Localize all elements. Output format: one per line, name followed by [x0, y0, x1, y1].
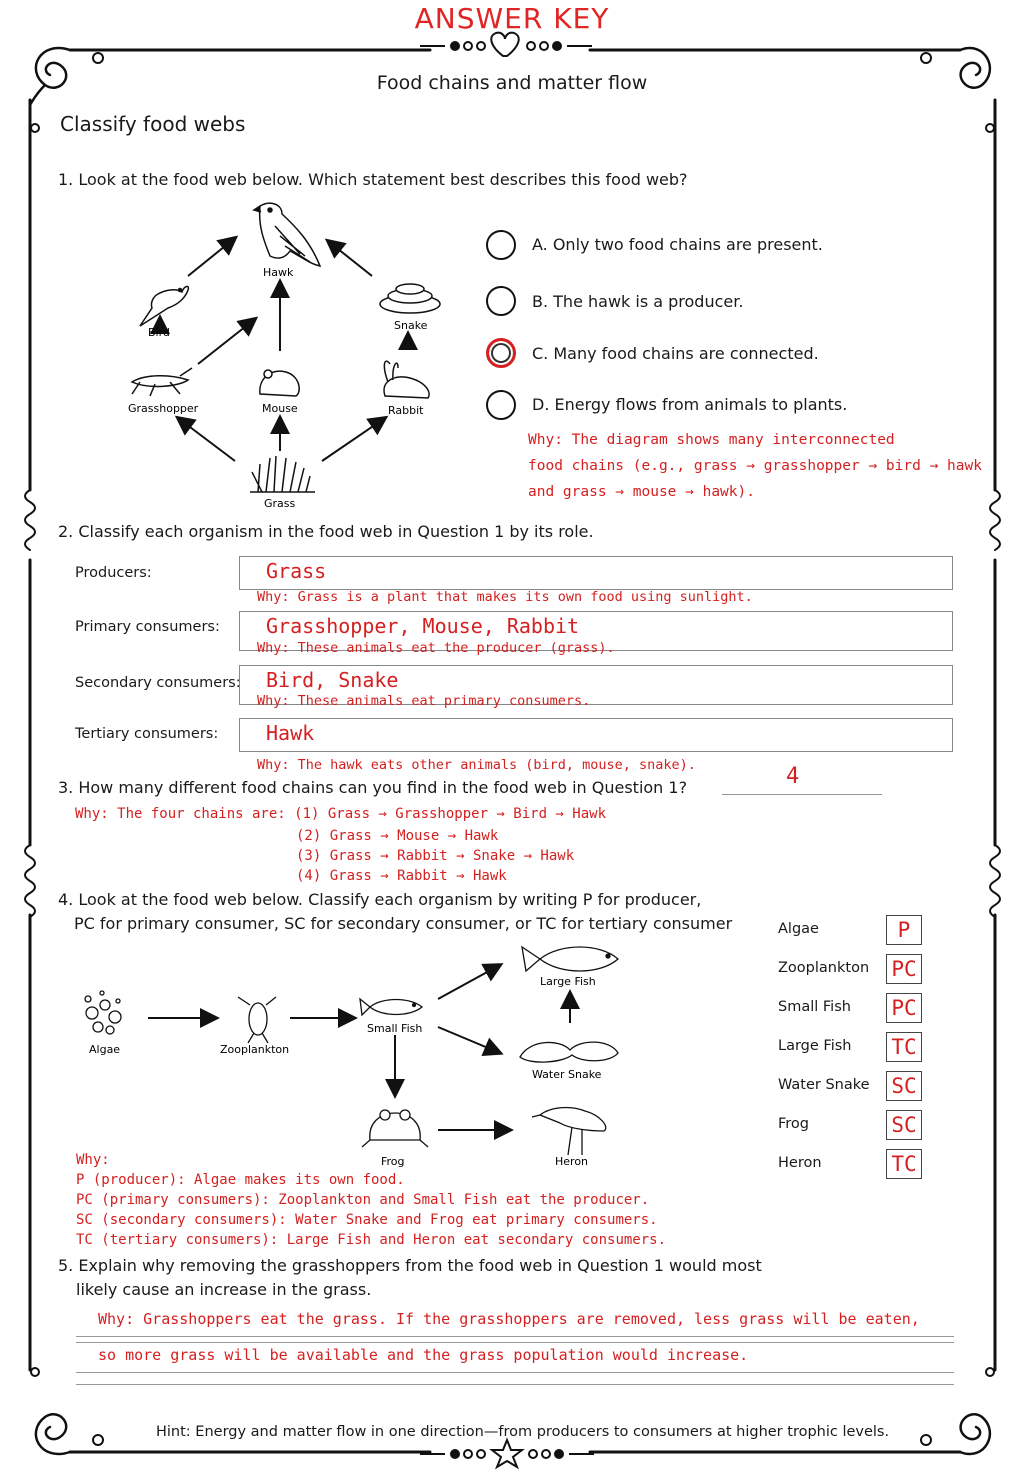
q4-why-line: Why: — [76, 1152, 110, 1168]
frog-name: Frog — [778, 1116, 810, 1132]
q3-why-line-2: (2) Grass → Mouse → Hawk — [296, 828, 499, 844]
option-b-radio[interactable] — [486, 286, 516, 316]
zooplankton-icon — [238, 997, 276, 1043]
snake-icon — [380, 284, 440, 313]
q4-question-line-1: 4. Look at the food web below. Classify each organism by writing P for producer, — [58, 890, 702, 909]
heron-label: Heron — [555, 1155, 589, 1168]
producers-answer: Grass — [266, 559, 327, 583]
algae-name: Algae — [778, 921, 819, 937]
algae-label: Algae — [89, 1043, 121, 1056]
water-snake-label: Water Snake — [532, 1068, 602, 1081]
large-fish-name: Large Fish — [778, 1038, 852, 1054]
frog-icon — [362, 1110, 428, 1147]
algae-answer[interactable]: P — [886, 915, 922, 945]
tertiary-consumers-answer-box[interactable] — [239, 718, 953, 752]
q3-question: 3. How many different food chains can you find in the food web in Question 1? — [58, 778, 688, 797]
q3-answer: 4 — [786, 764, 800, 789]
zooplankton-name: Zooplankton — [778, 960, 870, 976]
food-web-1-diagram — [110, 196, 470, 512]
footer-hint: Hint: Energy and matter flow in one direction—from producers to consumers at higher trophic levels. — [156, 1424, 890, 1440]
secondary-consumers-why: Why: These animals eat primary consumers. — [257, 693, 591, 709]
answer-key-title: ANSWER KEY — [414, 2, 610, 35]
q3-answer-line — [722, 794, 882, 795]
q5-answer-line-1: Why: Grasshoppers eat the grass. If the grasshoppers are removed, less grass will be eaten, — [98, 1310, 920, 1328]
hawk-icon — [254, 203, 320, 266]
section-heading: Classify food webs — [60, 112, 246, 136]
producers-why: Why: Grass is a plant that makes its own food using sunlight. — [257, 589, 753, 605]
q3-why-line-1: Why: The four chains are: (1) Grass → Grasshopper → Bird → Hawk — [75, 806, 607, 822]
small-fish-name: Small Fish — [778, 999, 851, 1015]
q3-why-line-3: (3) Grass → Rabbit → Snake → Hawk — [296, 848, 575, 864]
zooplankton-label: Zooplankton — [220, 1043, 290, 1056]
primary-consumers-label: Primary consumers: — [75, 619, 220, 635]
small-fish-answer[interactable]: PC — [886, 993, 922, 1023]
option-c-radio-selected[interactable] — [486, 338, 516, 368]
q5-answer-rule — [76, 1336, 954, 1337]
q5-answer-rule — [76, 1342, 954, 1343]
q1-why — [528, 427, 982, 505]
rabbit-label: Rabbit — [388, 404, 424, 417]
heron-name: Heron — [778, 1155, 822, 1171]
primary-consumers-answer: Grasshopper, Mouse, Rabbit — [266, 614, 580, 638]
grasshopper-label: Grasshopper — [128, 402, 199, 415]
primary-consumers-why: Why: These animals eat the producer (grass). — [257, 640, 615, 656]
q5-question-line-1: 5. Explain why removing the grasshoppers from the food web in Question 1 would most — [58, 1256, 762, 1275]
mouse-label: Mouse — [262, 402, 298, 415]
heron-icon — [532, 1108, 606, 1155]
algae-icon — [85, 991, 121, 1034]
option-d-label: D. Energy flows from animals to plants. — [532, 395, 848, 414]
q5-answer-rule — [76, 1372, 954, 1373]
tertiary-consumers-label: Tertiary consumers: — [75, 726, 219, 742]
secondary-consumers-label: Secondary consumers: — [75, 675, 241, 691]
frog-label: Frog — [381, 1155, 405, 1168]
q5-answer-rule — [76, 1384, 954, 1385]
q4-why-line: P (producer): Algae makes its own food. — [76, 1172, 405, 1188]
q4-why — [76, 1150, 666, 1250]
rabbit-icon — [384, 361, 429, 398]
frog-answer[interactable]: SC — [886, 1110, 922, 1140]
large-fish-answer[interactable]: TC — [886, 1032, 922, 1062]
page-title: Food chains and matter flow — [376, 72, 648, 94]
q1-why-line: food chains (e.g., grass → grasshopper → bird → hawk — [528, 458, 982, 474]
grass-label: Grass — [264, 497, 296, 510]
q1-why-line: Why: The diagram shows many interconnected — [528, 432, 895, 448]
option-d-radio[interactable] — [486, 390, 516, 420]
q4-question-line-2: PC for primary consumer, SC for secondary consumer, or TC for tertiary consumer — [74, 914, 733, 933]
q3-why-line-4: (4) Grass → Rabbit → Hawk — [296, 868, 507, 884]
tertiary-consumers-why: Why: The hawk eats other animals (bird, mouse, snake). — [257, 757, 696, 773]
secondary-consumers-answer: Bird, Snake — [266, 668, 399, 692]
small-fish-label: Small Fish — [367, 1022, 423, 1035]
q5-question-line-2: likely cause an increase in the grass. — [76, 1280, 372, 1299]
heron-answer[interactable]: TC — [886, 1149, 922, 1179]
water-snake-name: Water Snake — [778, 1077, 870, 1093]
bird-label: Bird — [148, 326, 170, 339]
food-web-2-diagram — [70, 935, 630, 1170]
large-fish-label: Large Fish — [540, 975, 596, 988]
water-snake-answer[interactable]: SC — [886, 1071, 922, 1101]
producers-label: Producers: — [75, 565, 152, 581]
hawk-label: Hawk — [263, 266, 294, 279]
tertiary-consumers-answer: Hawk — [266, 721, 315, 745]
small-fish-icon — [360, 999, 422, 1015]
snake-label: Snake — [394, 319, 428, 332]
option-a-label: A. Only two food chains are present. — [532, 235, 823, 254]
option-b-label: B. The hawk is a producer. — [532, 292, 744, 311]
option-c-label: C. Many food chains are connected. — [532, 344, 819, 363]
q4-why-line: TC (tertiary consumers): Large Fish and Heron eat secondary consumers. — [76, 1232, 667, 1248]
q4-why-line: PC (primary consumers): Zooplankton and Small Fish eat the producer. — [76, 1192, 650, 1208]
q2-question: 2. Classify each organism in the food web in Question 1 by its role. — [58, 522, 594, 541]
large-fish-icon — [522, 947, 618, 971]
q5-answer-line-2: so more grass will be available and the grass population would increase. — [98, 1346, 749, 1364]
mouse-icon — [260, 370, 299, 396]
water-snake-icon — [520, 1042, 618, 1062]
grasshopper-icon — [132, 368, 192, 396]
q4-why-line: SC (secondary consumers): Water Snake and Frog eat primary consumers. — [76, 1212, 658, 1228]
bird-icon — [140, 286, 188, 326]
grass-icon — [250, 456, 315, 492]
q1-question: 1. Look at the food web below. Which statement best describes this food web? — [58, 170, 688, 189]
zooplankton-answer[interactable]: PC — [886, 954, 922, 984]
q1-why-line: and grass → mouse → hawk). — [528, 484, 755, 500]
producers-answer-box[interactable] — [239, 556, 953, 590]
option-a-radio[interactable] — [486, 230, 516, 260]
